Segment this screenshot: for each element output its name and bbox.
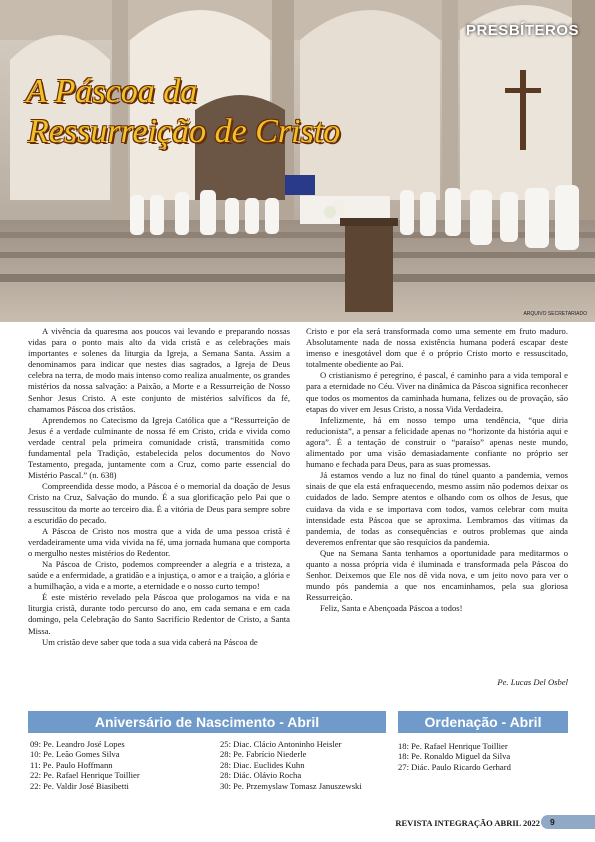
title-line-1: A Páscoa da [26,73,198,110]
list-item: 28: Pe. Fabrício Niederle [220,749,307,760]
paragraph: Infelizmente, há em nosso tempo uma tendência, “que diria reducionista”, a pensar a felicidade apenas no “horizonte da história aqui e agora”. É a tentação de construir o “paraíso” apenas neste mundo, alimentado por uma visão demasiadamente confiante no próprio ser humano e fechada para Deus, para as suas promessas. [306,414,568,470]
paragraph: A Páscoa de Cristo nos mostra que a vida de uma pessoa cristã é verdadeiramente uma vida vivida na fé, uma jornada humana que comporta o mergulho nestes mistérios do Redentor. [28,525,290,558]
ordinations-list [398,741,511,772]
list-item: 28: Diac. Euclides Kuhn [220,759,305,770]
magazine-footer: REVISTA INTEGRAÇÃO ABRIL 2022 [395,818,540,828]
list-item: 30: Pe. Przemyslaw Tomasz Januszewski [220,780,362,791]
author-signature: Pe. Lucas Del Osbel [497,677,568,687]
list-item: 22: Pe. Rafael Henrique Toillier [30,770,140,781]
list-item: 25: Diac. Clácio Antoninho Heisler [220,739,342,749]
photo-credit: ARQUIVO SECRETARIADO [523,311,587,317]
paragraph: Já estamos vendo a luz no final do túnel quanto a pandemia, vemos sinais de que ela está enfraquecendo, mesmo assim não podemos deixar os cuidados de lado. Sempre atentos e olhando com os olhos de Jesus, que cuidava da vida e se importava com todos, vamos celebrar com muita intensidade esta Páscoa que se aproxima. Lembramos das vítimas da pandemia, de todas as consequências e outros problemas que ainda deveremos enfrentar que são resquícios da pandemia. [306,470,568,547]
paragraph: Que na Semana Santa tenhamos a oportunidade para meditarmos o quanto a nossa própria vida é iluminada e transformada pela Páscoa do Senhor. Deixemos que Ele nos dê vida nova, e um jeito novo para ver o mundo pós pandemia a que nos encaminhamos, pela sua gloriosa Ressurreição. [306,547,568,603]
paragraph-continuation: Cristo e por ela será transformada como uma semente em fruto maduro. Absolutamente nada de nossa existência humana poderá escapar deste imenso e inesgotável dom que é o próprio Cristo morto e ressuscitado, totalmente obediente ao Pai. [306,326,568,370]
birthdays-list-right [220,739,362,791]
paragraph: O cristianismo é peregrino, é pascal, é caminho para a vida temporal e para a eternidade no Céu. Viver na dinâmica da Páscoa significa reconhecer que todos os momentos da caminhada humana, felizes ou de provação, são etapas do viver em Jesus Cristo, a nossa Vida Verdadeira. [306,370,568,414]
list-item: 18: Pe. Rafael Henrique Toillier [398,741,508,751]
list-item: 18: Pe. Ronaldo Miguel da Silva [398,751,511,762]
article-title [26,72,340,152]
list-item: 22: Pe. Valdir José Biasibetti [30,780,129,791]
paragraph: É este mistério revelado pela Páscoa que prologamos na vida e na liturgia cristã, durante todo percurso do ano, em cada semana e em cada domingo, pela Celebração do Santo Sacrifício Redentor de Cristo, a Santa Missa. [28,592,290,636]
paragraph: Aprendemos no Catecismo da Igreja Católica que a “Ressurreição de Jesus é a verdade culminante de nossa fé em Cristo, crida e vivida como verdade central pela primeira comunidade cristã, transmitida como fundamental pela Tradição, estabelecida pelos documentos do Novo Testamento, pregada, juntamente com a Cruz, como parte essencial do Mistério Pascal.” (n. 638) [28,414,290,481]
paragraph: Feliz, Santa e Abençoada Páscoa a todos! [320,603,463,614]
header-photo [0,0,595,322]
birthdays-list-left [30,739,140,791]
paragraph: Um cristão deve saber que toda a sua vida caberá na Páscoa de [42,636,258,647]
article-column-2 [306,326,568,614]
paragraph: Compreendida desse modo, a Páscoa é o memorial da doação de Jesus Cristo na Cruz, Salvação do mundo. É a sua glorificação pelo Pai que o ressuscitou da morte ao terceiro dia. É a vitória de Deus para sempre sobre a escuridão do pecado. [28,481,290,525]
title-line-2: Ressurreição de Cristo [28,113,341,150]
list-item: 11: Pe. Paulo Hoffmann [30,759,113,770]
page-number: 9 [541,815,595,829]
ordinations-heading: Ordenação - Abril [398,711,568,733]
list-item: 09: Pe. Leandro José Lopes [30,739,125,749]
birthdays-heading: Aniversário de Nascimento - Abril [28,711,386,733]
list-item: 10: Pe. Leão Gomes Silva [30,749,120,760]
church-interior-image [0,0,595,322]
list-item: 28: Diác. Olávio Rocha [220,770,302,781]
list-item: 27: Diác. Paulo Ricardo Gerhard [398,761,511,772]
paragraph: Na Páscoa de Cristo, podemos compreender a alegria e a tristeza, a saúde e a enfermidade, a gratidão e a injustiça, o amor e a traição, a glória e a humilhação, a vida e a morte, a eternidade e o nosso curto tempo! [28,558,290,592]
paragraph: A vivência da quaresma aos poucos vai levando e preparando nossas vidas para o ponto mais alto da vida cristã e as celebrações mais importantes e solenes da liturgia da Igreja, a Semana Santa. Assim a denominamos para indicar que nestes dias sagrados, a Igreja de Deus celebra na terra, de modo mais intenso como realiza anualmente, os grandes mistérios da nossa salvação: a Paixão, a Morte e a Ressurreição de Nosso Senhor Jesus Cristo. A este conjunto de mistérios salvíficos da fé, chamamos Páscoa dos cristãos. [28,326,290,414]
section-tag: PRESBÍTEROS [465,22,579,39]
article-column-1 [28,326,290,648]
